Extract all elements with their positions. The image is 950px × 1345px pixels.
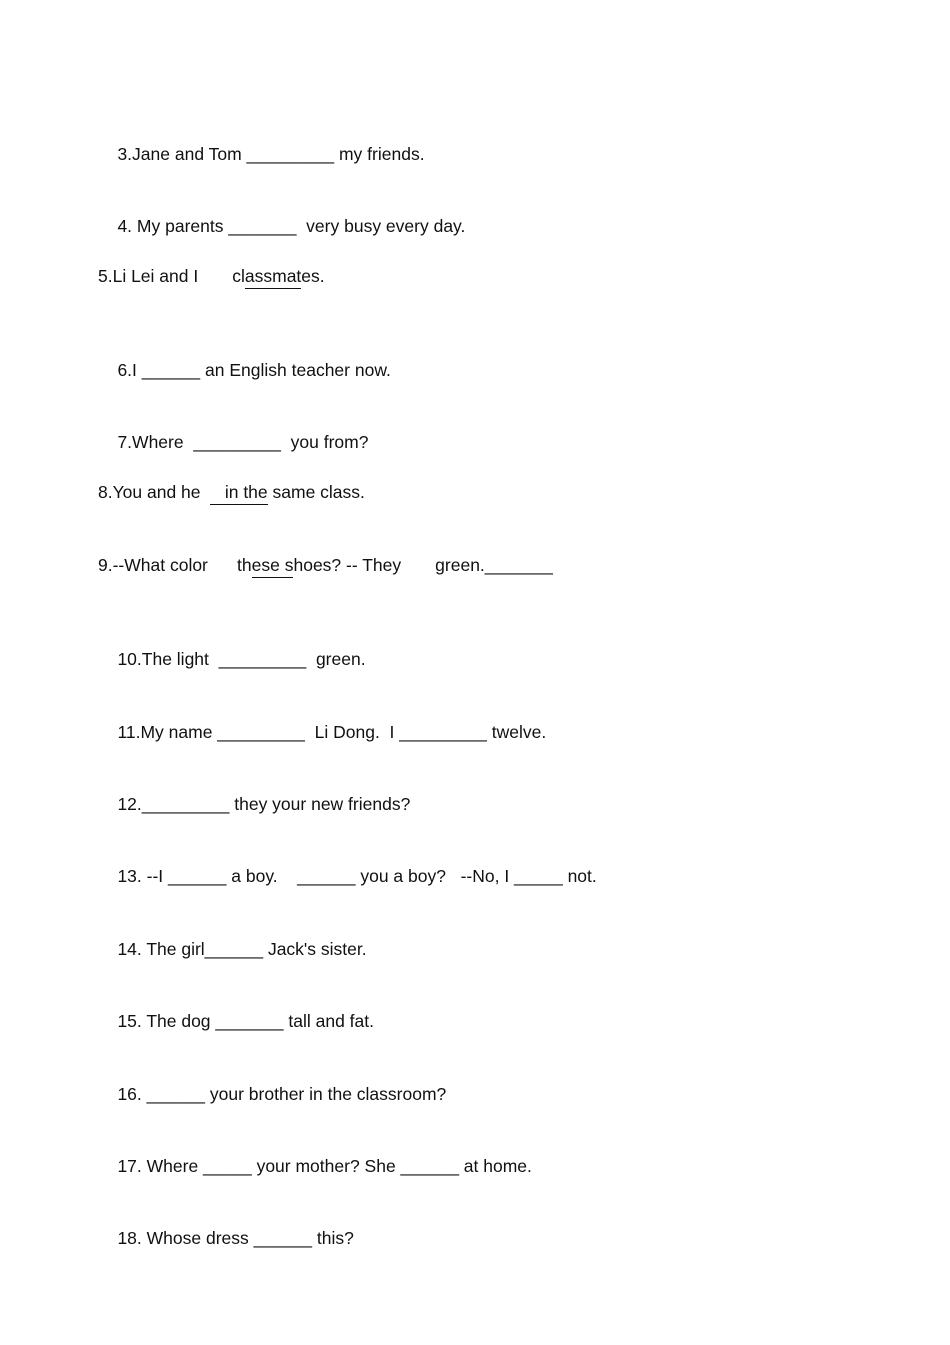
question-text: 13. --I ______ a boy. ______ you a boy? --No, I _____ not.: [117, 866, 597, 886]
question-text: 15. The dog _______ tall and fat.: [117, 1011, 375, 1031]
question-14: [98, 916, 367, 982]
question-text: 11.My name _________ Li Dong. I _________ twelve.: [117, 722, 547, 742]
question-15: [98, 988, 374, 1054]
question-text: 18. Whose dress ______ this?: [117, 1228, 354, 1248]
underlined-fragment: assmat: [244, 266, 302, 286]
question-18: [98, 1205, 354, 1271]
question-11: [98, 699, 546, 765]
question-text: 7.Where _________ you from?: [117, 432, 369, 452]
underlined-fragment: ese s: [251, 555, 294, 575]
question-5: [98, 265, 325, 287]
question-text: 3.Jane and Tom _________ my friends.: [117, 144, 425, 164]
question-text: 17. Where _____ your mother? She ______ at home.: [117, 1156, 532, 1176]
question-text-before: 9.--What color th: [98, 555, 252, 575]
question-8: [98, 481, 365, 503]
question-text: 6.I ______ an English teacher now.: [117, 360, 391, 380]
question-6: [98, 337, 391, 403]
question-13: [98, 843, 597, 909]
question-16: [98, 1061, 446, 1127]
question-text: 16. ______ your brother in the classroom?: [117, 1084, 447, 1104]
question-text-after: hoes? -- They green._______: [293, 555, 553, 575]
question-17: [98, 1133, 532, 1199]
question-text: 14. The girl______ Jack's sister.: [117, 939, 367, 959]
question-text-after: es.: [301, 266, 325, 286]
question-10: [98, 626, 366, 692]
question-12: [98, 771, 410, 837]
question-3: [98, 121, 425, 187]
question-9: [98, 554, 553, 576]
question-text: 12._________ they your new friends?: [117, 794, 411, 814]
underlined-fragment: in the: [210, 482, 268, 502]
question-text-after: same class.: [267, 482, 365, 502]
question-text: 10.The light _________ green.: [117, 649, 366, 669]
question-7: [98, 409, 368, 475]
question-text-before: 5.Li Lei and I cl: [98, 266, 245, 286]
question-text-before: 8.You and he: [98, 482, 211, 502]
question-4: [98, 193, 465, 259]
question-text: 4. My parents _______ very busy every day.: [117, 216, 466, 236]
